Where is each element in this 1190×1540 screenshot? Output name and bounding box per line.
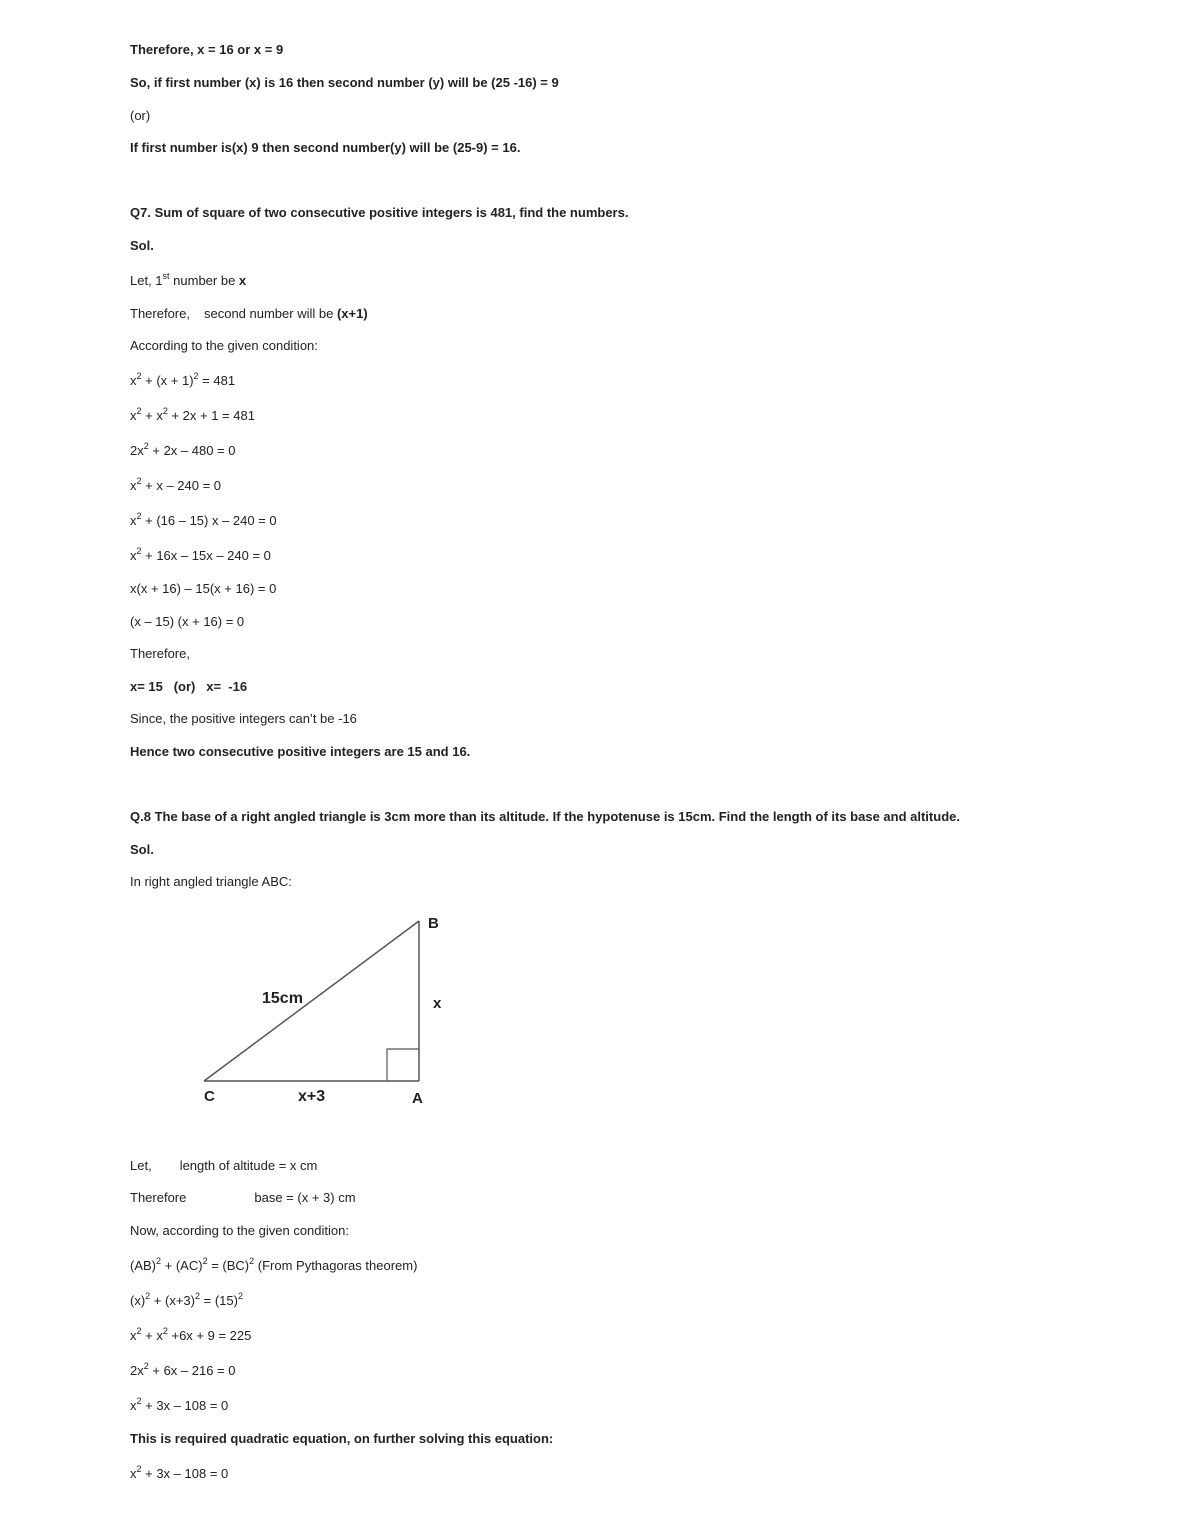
q6-line-1: Therefore, x = 16 or x = 9 xyxy=(130,42,284,57)
q7-therefore-line: Therefore, second number will be (x+1) xyxy=(130,306,368,321)
q8-eq-4: $2x^2 + 6x - 216 = 0$ xyxy=(130,1361,236,1378)
altitude-label: x xyxy=(433,995,442,1012)
q7-eq-3: $2x^2 + 2x - 480 = 0$ xyxy=(130,441,236,458)
q7-eq-7: x(x + 16) – 15(x + 16) = 0 xyxy=(130,581,277,596)
q8-sol-label: Sol. xyxy=(130,842,154,857)
q7-sol-label: Sol. xyxy=(130,238,154,253)
q8-condition: Now, according to the given condition: xyxy=(130,1223,349,1238)
q7-let-line: Let, 1st number be x xyxy=(130,271,247,288)
q8-eq-2: $(x)^2 + (x+3)^2 = (15)^2$ xyxy=(130,1291,243,1308)
q7-result: x= 15 (or) x= -16 xyxy=(130,679,248,694)
q7-therefore: Therefore, xyxy=(130,646,190,661)
vertex-a-label: A xyxy=(412,1090,423,1107)
q6-line-4: If first number is(x) 9 then second number(y) will be (25-9) = 16. xyxy=(130,140,521,155)
q7-eq-4: $x^2 + x - 240 = 0$ xyxy=(130,476,222,493)
q6-line-3: (or) xyxy=(130,108,151,123)
q7-question: Q7. Sum of square of two consecutive positive integers is 481, find the numbers. xyxy=(130,205,629,220)
q8-eq-5: $x^2 + 3x - 108 = 0$ xyxy=(130,1396,229,1413)
q8-eq-6: $x^2 + 3x - 108 = 0$ xyxy=(130,1464,229,1481)
vertex-b-label: B xyxy=(428,915,439,932)
q7-eq-5: $x^2 + (16 - 15)$ x – 240 = 0 xyxy=(130,511,277,528)
hypotenuse-label: 15cm xyxy=(262,990,303,1007)
q8-eq-3: $x^2 + x^2 +6x + 9 = 225$ xyxy=(130,1326,252,1343)
q7-eq-2: $x^2 + x^2 + 2x + 1 = 481$ xyxy=(130,406,255,423)
right-angle-marker xyxy=(387,1049,419,1081)
q7-condition: According to the given condition: xyxy=(130,338,318,353)
vertex-c-label: C xyxy=(204,1088,215,1105)
q8-required-note: This is required quadratic equation, on further solving this equation: xyxy=(130,1431,554,1446)
q8-intro: In right angled triangle ABC: xyxy=(130,874,292,889)
q7-eq-1: $x^2 + (x + 1)^2 = 481$ xyxy=(130,371,236,388)
q7-since: Since, the positive integers can’t be -16 xyxy=(130,711,357,726)
q8-let-line: Let, length of altitude = x cm xyxy=(130,1158,318,1173)
q8-therefore-line: Therefore base = (x + 3) cm xyxy=(130,1190,356,1205)
q7-hence: Hence two consecutive positive integers are 15 and 16. xyxy=(130,744,471,759)
q8-question: Q.8 The base of a right angled triangle is 3cm more than its altitude. If the hypotenuse is 15cm. Find the length of its base and altitude. xyxy=(130,809,960,824)
q7-eq-6: $x^2 + 16x - 15x - 240 = 0$ xyxy=(130,546,271,563)
q7-eq-8: (x – 15) (x + 16) = 0 xyxy=(130,614,245,629)
right-triangle-diagram xyxy=(190,905,470,1115)
q8-eq-1: (AB)$^2$ + (AC)$^2$ = (BC)$^2$ (From Pythagoras theorem) xyxy=(130,1256,418,1273)
base-label: x+3 xyxy=(298,1088,326,1105)
q6-line-2: So, if first number (x) is 16 then second number (y) will be (25 -16) = 9 xyxy=(130,75,559,90)
